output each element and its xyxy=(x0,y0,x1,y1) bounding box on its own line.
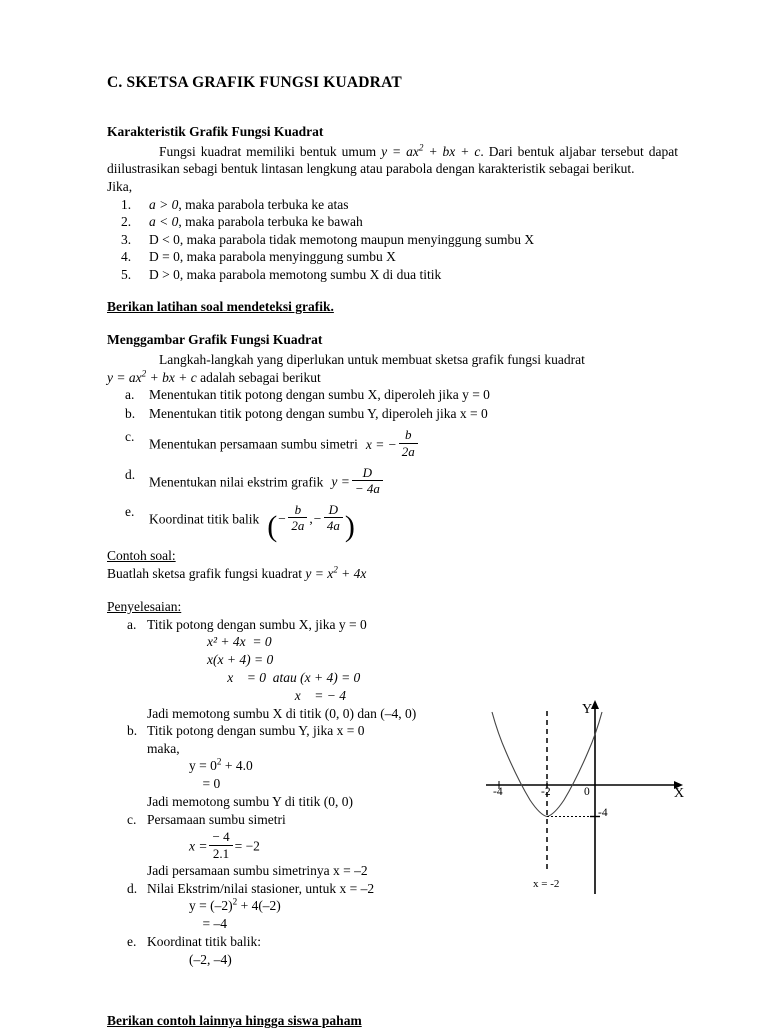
x-tick-label-minus2: -2 xyxy=(541,786,551,798)
list-item-label: Menentukan nilai ekstrim grafik xyxy=(149,474,324,490)
step-title: Koordinat titik balik: xyxy=(147,934,261,950)
list-marker: a. xyxy=(125,387,135,403)
problem-equation: $y = x^2 + 4x$ xyxy=(305,564,367,582)
list-item-prefix: a < 0 xyxy=(149,214,179,230)
fraction-denominator: − 4a xyxy=(354,481,380,497)
pair-left-sign: − xyxy=(277,511,287,527)
fraction-b-over-2a-2 xyxy=(288,503,307,533)
jika-label: Jika, xyxy=(107,178,133,194)
list-item-prefix: D > 0 xyxy=(149,266,180,282)
equation-lhs: y = xyxy=(331,474,350,490)
fraction-denominator: 4a xyxy=(326,518,340,534)
list-marker: c. xyxy=(125,429,135,445)
problem-prefix: Buatlah sketsa grafik fungsi kuadrat xyxy=(107,566,306,582)
intro-text-part2: . Dari bentuk aljabar tersebut dapat diilustrasikan sebagi bentuk lintasan lengkung atau parabola dengan karakteristik sebagai berikut. xyxy=(107,143,678,177)
list-item xyxy=(107,213,678,231)
list-item xyxy=(107,231,678,249)
section-heading-menggambar: Menggambar Grafik Fungsi Kuadrat xyxy=(107,332,323,348)
fraction-numerator: b xyxy=(399,428,418,444)
fraction-numerator: b xyxy=(288,503,307,519)
equation-line: x(x + 4) = 0 xyxy=(207,652,274,668)
equation-lhs: x = xyxy=(189,838,208,854)
fraction-numerator: − 4 xyxy=(209,830,232,846)
list-marker: b. xyxy=(125,405,136,421)
step-title: Titik potong dengan sumbu Y, jika x = 0 xyxy=(147,723,365,739)
closing-note: Berikan contoh lainnya hingga siswa paham xyxy=(107,1013,362,1029)
equation-rhs: = −2 xyxy=(234,838,260,854)
list-item-prefix: D < 0 xyxy=(149,231,180,247)
equation-line: = 0 xyxy=(189,776,221,792)
list-marker: c. xyxy=(127,811,137,827)
fraction-numerator: D xyxy=(324,503,343,519)
list-marker: 1. xyxy=(121,196,132,212)
page-title: C. SKETSA GRAFIK FUNGSI KUADRAT xyxy=(107,74,402,91)
step-conclusion: Jadi memotong sumbu X di titik (0, 0) dan (–4, 0) xyxy=(147,705,417,721)
parabola-graph xyxy=(478,694,690,906)
closing-note-wrapper xyxy=(107,1012,678,1030)
intro-text-part1: Fungsi kuadrat memiliki bentuk umum xyxy=(159,143,382,159)
step-title: Titik potong dengan sumbu X, jika y = 0 xyxy=(147,616,367,632)
list-item-label: , maka parabola terbuka ke atas xyxy=(178,196,349,212)
list-item xyxy=(107,248,678,266)
paragraph-karakteristik-intro xyxy=(107,143,678,178)
menggambar-steps-list xyxy=(107,386,678,543)
list-item xyxy=(107,501,678,543)
note-latihan-soal: Berikan latihan soal mendeteksi grafik. xyxy=(107,299,334,315)
fraction-b-over-2a xyxy=(399,428,418,458)
note-latihan-wrapper xyxy=(107,298,678,316)
list-item-label: , maka parabola menyinggung sumbu X xyxy=(179,249,396,265)
list-item xyxy=(107,196,678,214)
equation-lhs: x = − xyxy=(365,436,397,452)
step-title: Persamaan sumbu simetri xyxy=(147,811,286,827)
karakteristik-list xyxy=(107,196,678,284)
list-item xyxy=(107,466,678,496)
list-marker: 2. xyxy=(121,214,132,230)
list-item-label: , maka parabola memotong sumbu X di dua titik xyxy=(179,266,442,282)
fraction-denominator: 2a xyxy=(401,443,415,459)
list-item xyxy=(107,405,678,423)
penyelesaian-label: Penyelesaian: xyxy=(107,598,182,614)
penyelesaian-label-wrapper xyxy=(107,598,678,616)
equation-line: $y = 0^2 + 4.0$ xyxy=(189,756,253,774)
fraction-minus4-over-2point1 xyxy=(209,830,232,860)
general-form-equation-2: $y = ax^2$ + bx + c xyxy=(107,368,197,385)
x-tick-label-minus4: -4 xyxy=(493,786,503,798)
list-item-prefix: D = 0 xyxy=(149,249,180,265)
equation-line: x² + 4x = 0 xyxy=(207,634,272,650)
formula-suffix: adalah sebagai berikut xyxy=(196,369,321,385)
x-axis-label: X xyxy=(674,786,685,801)
fraction-D-over-minus4a xyxy=(352,466,383,496)
step-title: Nilai Ekstrim/nilai stasioner, untuk x = –2 xyxy=(147,880,375,896)
contoh-problem xyxy=(107,565,678,583)
vertex-coordinate-pair xyxy=(267,501,355,543)
pair-right-sign: − xyxy=(312,511,322,527)
list-item-label: , maka parabola tidak memotong maupun menyinggung sumbu X xyxy=(179,231,535,247)
paren-close: ) xyxy=(344,509,355,543)
list-item-prefix: a > 0 xyxy=(149,196,179,212)
equation-line: x = 0 atau (x + 4) = 0 xyxy=(207,670,361,686)
equation-line: = –4 xyxy=(189,916,227,932)
list-item-label: Menentukan persamaan sumbu simetri xyxy=(149,436,358,452)
list-item-label: Menentukan titik potong dengan sumbu X, diperoleh jika y = 0 xyxy=(149,387,490,403)
fraction-denominator: 2a xyxy=(291,518,305,534)
contoh-soal-label: Contoh soal: xyxy=(107,548,176,564)
parabola-curve-main xyxy=(492,712,602,817)
list-marker: a. xyxy=(127,616,137,632)
step-maka: maka, xyxy=(147,740,180,756)
list-item-label: , maka parabola terbuka ke bawah xyxy=(178,214,363,230)
equation-line: x = − 4 xyxy=(207,687,346,703)
x-tick-label-zero: 0 xyxy=(584,786,590,798)
step-conclusion: Jadi memotong sumbu Y di titik (0, 0) xyxy=(147,794,353,809)
list-marker: 4. xyxy=(121,249,132,265)
y-axis-arrow xyxy=(591,700,599,709)
solution-step-e xyxy=(107,933,678,968)
y-tick-label-minus4: -4 xyxy=(598,807,608,819)
equation-line: (–2, –4) xyxy=(189,951,232,967)
list-marker: 5. xyxy=(121,266,132,282)
graph-caption-axis-of-symmetry: x = -2 xyxy=(533,878,560,890)
list-marker: d. xyxy=(125,466,136,482)
list-item xyxy=(107,428,678,458)
list-item xyxy=(107,386,678,404)
paragraph-menggambar-formula xyxy=(107,369,678,387)
list-marker: d. xyxy=(127,880,138,896)
general-form-equation: $y = ax^2$ + bx + c xyxy=(381,142,481,159)
section-heading-karakteristik: Karakteristik Grafik Fungsi Kuadrat xyxy=(107,124,324,140)
paragraph-menggambar-intro: Langkah-langkah yang diperlukan untuk membuat sketsa grafik fungsi kuadrat xyxy=(159,352,585,368)
list-marker: e. xyxy=(127,934,137,950)
paren-open: ( xyxy=(267,509,278,543)
list-item xyxy=(107,266,678,284)
fraction-denominator: 2.1 xyxy=(212,845,230,861)
pair-separator: , xyxy=(309,511,313,527)
fraction-numerator: D xyxy=(352,466,383,482)
list-item-label: Menentukan titik potong dengan sumbu Y, diperoleh jika x = 0 xyxy=(149,405,488,421)
graph-svg xyxy=(478,694,690,906)
fraction-D-over-4a xyxy=(324,503,343,533)
equation-line: $y = (-2)^2 + 4(-2)$ xyxy=(189,896,281,914)
list-marker: b. xyxy=(127,723,138,739)
list-marker: e. xyxy=(125,503,135,519)
y-axis-label: Y xyxy=(582,702,593,717)
list-item-label: Koordinat titik balik xyxy=(149,511,260,527)
contoh-label-wrapper xyxy=(107,547,678,565)
list-marker: 3. xyxy=(121,231,132,247)
step-conclusion: Jadi persamaan sumbu simetrinya x = –2 xyxy=(147,863,368,879)
